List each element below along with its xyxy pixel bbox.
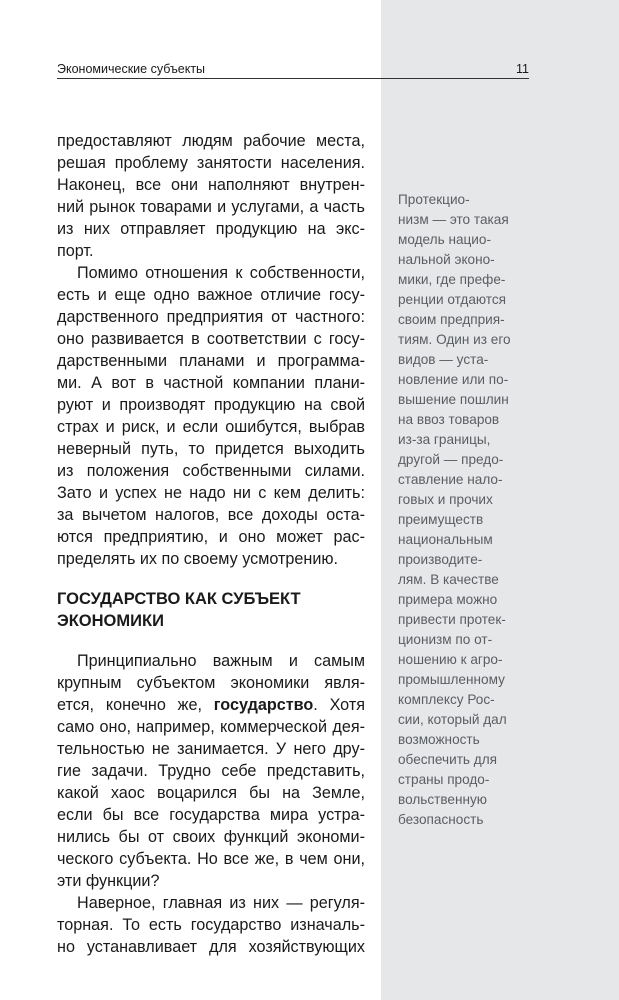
text-line: пределять их по своему усмотрению. [57, 550, 339, 568]
sidebar-line: промышленному [398, 672, 505, 687]
text-line: Наверное, главная из них — регуля- [77, 894, 365, 912]
sidebar-line: страны продо- [398, 772, 490, 787]
text-line: оно развивается в соответствии с госу- [57, 330, 365, 348]
text-line: ми. А вот в частной компании плани- [57, 374, 365, 392]
sidebar-line: сии, который дал [398, 712, 507, 727]
text-line: неверный путь, то придется выходить [57, 440, 365, 458]
sidebar-line: возможность [398, 732, 480, 747]
sidebar-line: вышение пошлин [398, 392, 509, 407]
text-line: предоставляют людям рабочие места, [57, 132, 365, 150]
sidebar-line: примера можно [398, 592, 498, 607]
text-line [57, 694, 365, 716]
text-line: Наконец, все они наполняют внутрен- [57, 176, 365, 194]
text-span: ется, конечно же, [57, 696, 214, 714]
text-line: торная. То есть государство изначаль- [57, 916, 365, 934]
text-line: решая проблему занятости населения. [57, 154, 365, 172]
text-line: дарственного предприятия от частного: [57, 308, 365, 326]
text-line: но устанавливает для хозяйствующих [57, 938, 365, 956]
sidebar-line: вольственную [398, 792, 488, 807]
sidebar-line: ношению к агро- [398, 652, 503, 667]
sidebar-line: модель нацио- [398, 232, 491, 247]
text-line: ются предприятию, и оно может рас- [57, 528, 365, 546]
text-line: тельностью не занимается. У него дру- [57, 740, 365, 758]
sidebar-line: лям. В качестве [398, 572, 499, 587]
text-line: нились бы от своих функций экономи- [57, 828, 365, 846]
sidebar-line: производите- [398, 552, 483, 567]
sidebar-line: новление или по- [398, 372, 509, 387]
sidebar-line: преимуществ [398, 512, 484, 527]
text-line: из них отправляет продукцию на экс- [57, 220, 365, 238]
text-line: Помимо отношения к собственности, [77, 264, 365, 282]
sidebar-line: обеспечить для [398, 752, 498, 767]
text-line: гие задачи. Трудно себе представить, [57, 762, 365, 780]
sidebar-line: тиям. Один из его [398, 332, 511, 347]
sidebar-line: на ввоз товаров [398, 412, 500, 427]
text-line: какой хаос воцарился бы на Земле, [57, 784, 365, 802]
text-line: эти функции? [57, 872, 160, 890]
section-heading: ЭКОНОМИКИ [57, 612, 164, 630]
text-line: дарственными планами и программа- [57, 352, 365, 370]
text-span: . Хотя [313, 696, 366, 714]
text-line: из положения собственными силами. [57, 462, 365, 480]
running-header [57, 60, 529, 79]
sidebar-line: видов — уста- [398, 352, 489, 367]
text-line: Зато и успех не надо ни с кем делить: [57, 484, 365, 502]
sidebar-line: своим предприя- [398, 312, 505, 327]
text-line: ческого субъекта. Но все же, в чем они, [57, 850, 365, 868]
page-number: 11 [516, 62, 529, 76]
sidebar-line: из-за границы, [398, 432, 491, 447]
text-line: порт. [57, 242, 94, 260]
sidebar-line: говых и прочих [398, 492, 493, 507]
sidebar-line: ционизм по от- [398, 632, 493, 647]
section-heading: ГОСУДАРСТВО КАК СУБЪЕКТ [57, 590, 301, 608]
text-line: страх и риск, и если ошибутся, выбрав [57, 418, 365, 436]
text-line: само оно, например, коммерческой дея- [57, 718, 365, 736]
text-line: есть и еще одно важное отличие госу- [57, 286, 365, 304]
sidebar-line: ставление нало- [398, 472, 503, 487]
sidebar-line: привести протек- [398, 612, 506, 627]
text-line: если бы все государства мира устра- [57, 806, 365, 824]
sidebar-line: мики, где префе- [398, 272, 506, 287]
text-line: ний рынок товарами и услугами, а часть [57, 198, 365, 216]
sidebar-line: нальной эконо- [398, 252, 495, 267]
sidebar-line: национальным [398, 532, 493, 547]
sidebar-line: низм — это такая [398, 212, 509, 227]
text-line: крупным субъектом экономики явля- [57, 674, 365, 692]
sidebar-line: другой — предо- [398, 452, 504, 467]
sidebar-line: ренции отдаются [398, 292, 507, 307]
sidebar-line: безопасность [398, 812, 484, 827]
text-line: за вычетом налогов, все доходы оста- [57, 506, 365, 524]
key-term: государство [213, 696, 314, 714]
chapter-title: Экономические субъекты [57, 62, 206, 76]
sidebar-line: Протекцио- [398, 192, 470, 207]
text-line: Принципиально важным и самым [77, 652, 365, 670]
sidebar-line: комплексу Рос- [398, 692, 495, 707]
text-line: руют и производят продукцию на свой [57, 396, 365, 414]
